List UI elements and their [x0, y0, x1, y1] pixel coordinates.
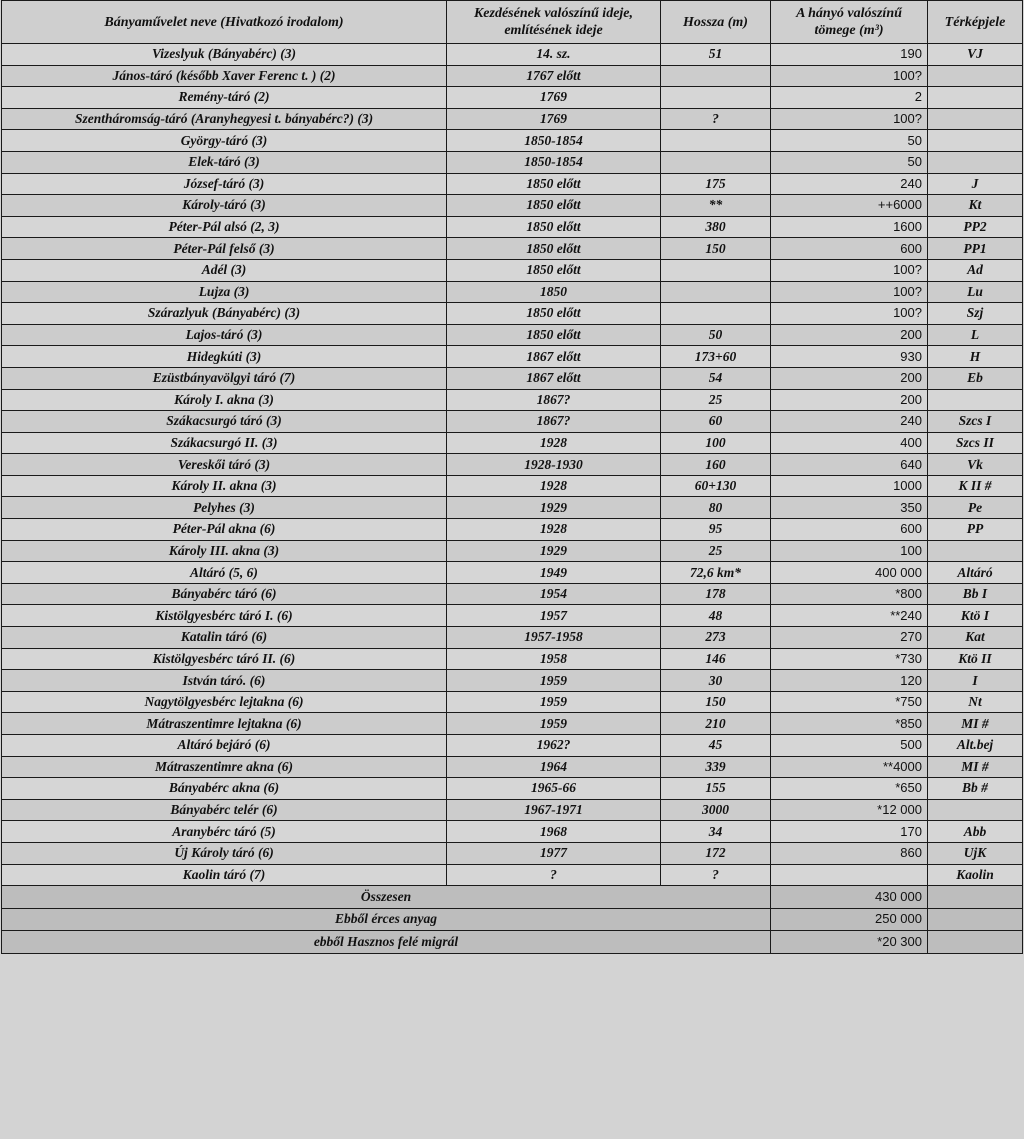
cell-name: Péter-Pál akna (6) — [2, 519, 447, 541]
cell-name: Pelyhes (3) — [2, 497, 447, 519]
cell-mass: 120 — [771, 670, 928, 692]
cell-map: K II # — [928, 475, 1023, 497]
cell-map: Bb I — [928, 583, 1023, 605]
cell-mass: *800 — [771, 583, 928, 605]
cell-map: Eb — [928, 367, 1023, 389]
cell-name: Aranybérc táró (5) — [2, 821, 447, 843]
table-row — [2, 195, 1023, 217]
cell-map: Pe — [928, 497, 1023, 519]
cell-name: Elek-táró (3) — [2, 151, 447, 173]
table-row — [2, 540, 1023, 562]
table-row — [2, 519, 1023, 541]
cell-name: Bányabérc telér (6) — [2, 799, 447, 821]
cell-length — [661, 151, 771, 173]
cell-name: József-táró (3) — [2, 173, 447, 195]
table-row — [2, 799, 1023, 821]
totals-map-empty — [928, 886, 1023, 909]
cell-length: 172 — [661, 842, 771, 864]
cell-map: Szj — [928, 303, 1023, 325]
cell-map: H — [928, 346, 1023, 368]
cell-length: 80 — [661, 497, 771, 519]
table-row — [2, 389, 1023, 411]
mining-operations-table — [1, 0, 1023, 954]
cell-mass: *12 000 — [771, 799, 928, 821]
cell-name: Katalin táró (6) — [2, 627, 447, 649]
cell-length — [661, 130, 771, 152]
cell-length: 45 — [661, 735, 771, 757]
totals-mass: 430 000 — [771, 886, 928, 909]
cell-map — [928, 540, 1023, 562]
table-row — [2, 562, 1023, 584]
cell-name: Péter-Pál felső (3) — [2, 238, 447, 260]
cell-mass: *750 — [771, 691, 928, 713]
cell-map: L — [928, 324, 1023, 346]
cell-start: 1850 előtt — [447, 173, 661, 195]
cell-name: István táró. (6) — [2, 670, 447, 692]
cell-mass: 640 — [771, 454, 928, 476]
cell-start: 1977 — [447, 842, 661, 864]
cell-start: 1850 — [447, 281, 661, 303]
cell-start: 1850 előtt — [447, 259, 661, 281]
header-map: Térképjele — [928, 1, 1023, 44]
cell-map: J — [928, 173, 1023, 195]
cell-map: Ktö I — [928, 605, 1023, 627]
cell-mass — [771, 864, 928, 886]
table-row — [2, 173, 1023, 195]
table-row — [2, 691, 1023, 713]
header-length: Hossza (m) — [661, 1, 771, 44]
cell-start: 1964 — [447, 756, 661, 778]
cell-start: 1929 — [447, 540, 661, 562]
cell-map: PP — [928, 519, 1023, 541]
cell-map: Alt.bej — [928, 735, 1023, 757]
cell-mass: 1600 — [771, 216, 928, 238]
table-row — [2, 583, 1023, 605]
cell-map — [928, 389, 1023, 411]
cell-name: Kaolin táró (7) — [2, 864, 447, 886]
cell-length: 3000 — [661, 799, 771, 821]
cell-name: Hidegkúti (3) — [2, 346, 447, 368]
cell-map: Nt — [928, 691, 1023, 713]
cell-name: Lajos-táró (3) — [2, 324, 447, 346]
cell-map: Lu — [928, 281, 1023, 303]
table-row — [2, 151, 1023, 173]
table-row — [2, 281, 1023, 303]
table-body — [2, 44, 1023, 954]
cell-start: 1867? — [447, 411, 661, 433]
cell-name: Szentháromság-táró (Aranyhegyesi t. bányabérc?) (3) — [2, 108, 447, 130]
cell-length: 146 — [661, 648, 771, 670]
cell-map: I — [928, 670, 1023, 692]
cell-map: Ad — [928, 259, 1023, 281]
cell-length: 60 — [661, 411, 771, 433]
cell-start: 1958 — [447, 648, 661, 670]
table-row — [2, 411, 1023, 433]
cell-start: 1928 — [447, 432, 661, 454]
cell-mass: 400 — [771, 432, 928, 454]
table-row — [2, 735, 1023, 757]
table-row — [2, 648, 1023, 670]
cell-mass: 170 — [771, 821, 928, 843]
cell-mass: 100? — [771, 303, 928, 325]
cell-length — [661, 259, 771, 281]
cell-map — [928, 87, 1023, 109]
cell-mass: *730 — [771, 648, 928, 670]
cell-name: Vizeslyuk (Bányabérc) (3) — [2, 44, 447, 66]
cell-mass: 50 — [771, 151, 928, 173]
cell-length: 178 — [661, 583, 771, 605]
cell-length: 72,6 km* — [661, 562, 771, 584]
cell-name: Károly-táró (3) — [2, 195, 447, 217]
cell-mass: 860 — [771, 842, 928, 864]
cell-length: 25 — [661, 389, 771, 411]
cell-map: Kt — [928, 195, 1023, 217]
cell-mass: 2 — [771, 87, 928, 109]
cell-name: Adél (3) — [2, 259, 447, 281]
cell-length: 60+130 — [661, 475, 771, 497]
header-start: Kezdésének valószínű ideje, említésének ideje — [447, 1, 661, 44]
cell-name: Bányabérc akna (6) — [2, 778, 447, 800]
cell-mass: 930 — [771, 346, 928, 368]
cell-length: 51 — [661, 44, 771, 66]
cell-length: ? — [661, 864, 771, 886]
cell-name: Szárazlyuk (Bányabérc) (3) — [2, 303, 447, 325]
cell-mass: 200 — [771, 324, 928, 346]
cell-map: Szcs II — [928, 432, 1023, 454]
table-row — [2, 605, 1023, 627]
cell-map — [928, 130, 1023, 152]
cell-mass: 100? — [771, 65, 928, 87]
cell-length: 150 — [661, 238, 771, 260]
cell-mass: 200 — [771, 389, 928, 411]
cell-start: 1850-1854 — [447, 151, 661, 173]
table-row — [2, 303, 1023, 325]
cell-mass: ++6000 — [771, 195, 928, 217]
cell-name: Új Károly táró (6) — [2, 842, 447, 864]
cell-map — [928, 151, 1023, 173]
cell-name: Károly II. akna (3) — [2, 475, 447, 497]
cell-mass: 100 — [771, 540, 928, 562]
cell-map: Szcs I — [928, 411, 1023, 433]
table-row — [2, 367, 1023, 389]
cell-start: 1850 előtt — [447, 324, 661, 346]
table-row — [2, 778, 1023, 800]
cell-start: 1928 — [447, 519, 661, 541]
cell-map: Vk — [928, 454, 1023, 476]
cell-name: Altáró (5, 6) — [2, 562, 447, 584]
cell-length: 175 — [661, 173, 771, 195]
table-row — [2, 475, 1023, 497]
cell-start: 1867 előtt — [447, 346, 661, 368]
cell-mass: 100? — [771, 259, 928, 281]
totals-label: Összesen — [2, 886, 771, 909]
cell-start: 1767 előtt — [447, 65, 661, 87]
cell-map — [928, 65, 1023, 87]
cell-mass: *650 — [771, 778, 928, 800]
cell-start: 14. sz. — [447, 44, 661, 66]
cell-name: Vereskői táró (3) — [2, 454, 447, 476]
cell-map: PP2 — [928, 216, 1023, 238]
cell-mass: 350 — [771, 497, 928, 519]
cell-length — [661, 87, 771, 109]
table-row — [2, 44, 1023, 66]
cell-mass: 1000 — [771, 475, 928, 497]
cell-mass: 190 — [771, 44, 928, 66]
cell-start: 1959 — [447, 713, 661, 735]
cell-length: 95 — [661, 519, 771, 541]
table-row — [2, 497, 1023, 519]
cell-map: MI # — [928, 713, 1023, 735]
cell-start: 1850 előtt — [447, 303, 661, 325]
table-row — [2, 756, 1023, 778]
cell-start: 1967-1971 — [447, 799, 661, 821]
cell-name: Ezüstbányavölgyi táró (7) — [2, 367, 447, 389]
cell-start: 1949 — [447, 562, 661, 584]
cell-start: 1957 — [447, 605, 661, 627]
cell-name: Altáró bejáró (6) — [2, 735, 447, 757]
cell-start: 1850 előtt — [447, 195, 661, 217]
header-mass: A hányó valószínű tömege (m³) — [771, 1, 928, 44]
cell-name: Nagytölgyesbérc lejtakna (6) — [2, 691, 447, 713]
cell-start: 1957-1958 — [447, 627, 661, 649]
cell-length: 25 — [661, 540, 771, 562]
cell-start: 1928 — [447, 475, 661, 497]
cell-start: 1962? — [447, 735, 661, 757]
cell-length: 210 — [661, 713, 771, 735]
totals-row — [2, 886, 1023, 909]
cell-map: UjK — [928, 842, 1023, 864]
table-row — [2, 627, 1023, 649]
totals-map-empty — [928, 931, 1023, 954]
cell-name: Bányabérc táró (6) — [2, 583, 447, 605]
cell-name: János-táró (később Xaver Ferenc t. ) (2) — [2, 65, 447, 87]
cell-map: Altáró — [928, 562, 1023, 584]
cell-map: Kaolin — [928, 864, 1023, 886]
table-row — [2, 670, 1023, 692]
table-row — [2, 713, 1023, 735]
cell-start: 1850 előtt — [447, 238, 661, 260]
table-row — [2, 821, 1023, 843]
cell-length: 380 — [661, 216, 771, 238]
cell-length — [661, 281, 771, 303]
cell-name: György-táró (3) — [2, 130, 447, 152]
cell-name: Kistölgyesbérc táró II. (6) — [2, 648, 447, 670]
cell-length — [661, 303, 771, 325]
cell-start: 1867 előtt — [447, 367, 661, 389]
table-row — [2, 108, 1023, 130]
totals-label: Ebből érces anyag — [2, 908, 771, 931]
table-row — [2, 324, 1023, 346]
cell-start: 1929 — [447, 497, 661, 519]
cell-name: Károly I. akna (3) — [2, 389, 447, 411]
table-row — [2, 238, 1023, 260]
cell-name: Mátraszentimre lejtakna (6) — [2, 713, 447, 735]
cell-mass: 240 — [771, 173, 928, 195]
cell-mass: 600 — [771, 519, 928, 541]
cell-length: 34 — [661, 821, 771, 843]
cell-length: 339 — [661, 756, 771, 778]
cell-map — [928, 799, 1023, 821]
cell-start: 1850-1854 — [447, 130, 661, 152]
cell-map: PP1 — [928, 238, 1023, 260]
cell-start: 1867? — [447, 389, 661, 411]
table-row — [2, 216, 1023, 238]
cell-map: VJ — [928, 44, 1023, 66]
cell-mass: 200 — [771, 367, 928, 389]
cell-map: Kat — [928, 627, 1023, 649]
cell-length: 273 — [661, 627, 771, 649]
cell-mass: 400 000 — [771, 562, 928, 584]
table-row — [2, 864, 1023, 886]
cell-start: ? — [447, 864, 661, 886]
cell-start: 1954 — [447, 583, 661, 605]
cell-length: 173+60 — [661, 346, 771, 368]
cell-length — [661, 65, 771, 87]
cell-map: Bb # — [928, 778, 1023, 800]
cell-start: 1959 — [447, 691, 661, 713]
cell-map — [928, 108, 1023, 130]
table-row — [2, 432, 1023, 454]
cell-start: 1769 — [447, 108, 661, 130]
cell-length: 30 — [661, 670, 771, 692]
cell-start: 1965-66 — [447, 778, 661, 800]
cell-name: Remény-táró (2) — [2, 87, 447, 109]
cell-name: Károly III. akna (3) — [2, 540, 447, 562]
cell-mass: 500 — [771, 735, 928, 757]
cell-mass: 50 — [771, 130, 928, 152]
cell-name: Péter-Pál alsó (2, 3) — [2, 216, 447, 238]
cell-map: Abb — [928, 821, 1023, 843]
cell-length: ** — [661, 195, 771, 217]
cell-mass: 600 — [771, 238, 928, 260]
cell-map: Ktö II — [928, 648, 1023, 670]
cell-name: Lujza (3) — [2, 281, 447, 303]
cell-name: Mátraszentimre akna (6) — [2, 756, 447, 778]
cell-length: 54 — [661, 367, 771, 389]
totals-label: ebből Hasznos felé migrál — [2, 931, 771, 954]
cell-length: 50 — [661, 324, 771, 346]
table-header-row — [2, 1, 1023, 44]
cell-start: 1968 — [447, 821, 661, 843]
cell-length: 155 — [661, 778, 771, 800]
cell-name: Kistölgyesbérc táró I. (6) — [2, 605, 447, 627]
cell-length: ? — [661, 108, 771, 130]
totals-mass: *20 300 — [771, 931, 928, 954]
table-row — [2, 454, 1023, 476]
totals-mass: 250 000 — [771, 908, 928, 931]
cell-name: Szákacsurgó II. (3) — [2, 432, 447, 454]
cell-mass: 270 — [771, 627, 928, 649]
cell-start: 1769 — [447, 87, 661, 109]
cell-start: 1959 — [447, 670, 661, 692]
table-row — [2, 87, 1023, 109]
cell-mass: *850 — [771, 713, 928, 735]
cell-length: 48 — [661, 605, 771, 627]
cell-start: 1850 előtt — [447, 216, 661, 238]
table-row — [2, 130, 1023, 152]
cell-mass: 100? — [771, 281, 928, 303]
table-row — [2, 259, 1023, 281]
cell-length: 160 — [661, 454, 771, 476]
cell-mass: **240 — [771, 605, 928, 627]
table-row — [2, 346, 1023, 368]
cell-mass: 100? — [771, 108, 928, 130]
totals-row — [2, 931, 1023, 954]
totals-map-empty — [928, 908, 1023, 931]
cell-start: 1928-1930 — [447, 454, 661, 476]
table-row — [2, 842, 1023, 864]
cell-map: MI # — [928, 756, 1023, 778]
cell-length: 150 — [661, 691, 771, 713]
cell-name: Szákacsurgó táró (3) — [2, 411, 447, 433]
header-name: Bányaművelet neve (Hivatkozó irodalom) — [2, 1, 447, 44]
cell-mass: 240 — [771, 411, 928, 433]
table-row — [2, 65, 1023, 87]
cell-length: 100 — [661, 432, 771, 454]
cell-mass: **4000 — [771, 756, 928, 778]
totals-row — [2, 908, 1023, 931]
